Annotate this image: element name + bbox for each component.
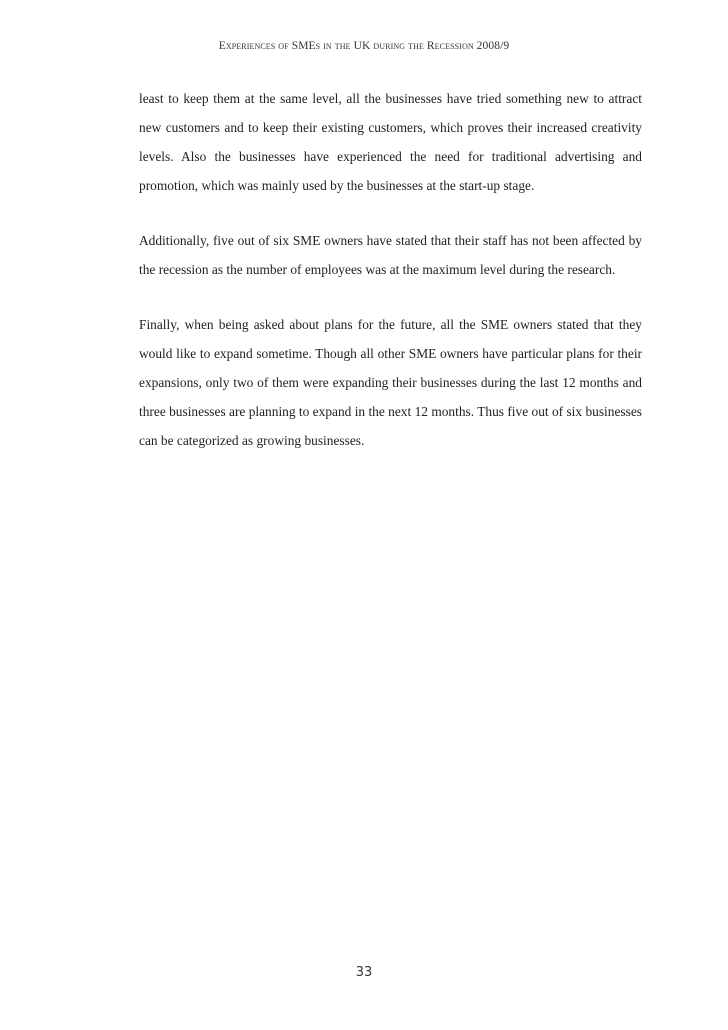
paragraph-future-plans: Finally, when being asked about plans for the future, all the SME owners stated that they would like to expand sometime. Though all other SME owners have particular plans for their expansions, only two of them were expanding their businesses during the last 12 months and three businesses are planning to expand in the next 12 months. Thus five out of six businesses can be categorized as growing businesses.	[139, 317, 642, 448]
paragraph-staff: Additionally, five out of six SME owners have stated that their staff has not been affected by the recession as the number of employees was at the maximum level during the research.	[139, 233, 642, 277]
body-text	[139, 84, 642, 481]
page-number: 33	[355, 965, 373, 980]
paragraph-marketing: least to keep them at the same level, all the businesses have tried something new to attract new customers and to keep their existing customers, which proves their increased creativity levels. Also the businesses have experienced the need for traditional advertising and promotion, which was mainly used by the businesses at the start-up stage.	[139, 91, 642, 193]
running-header: Experiences of SMEs in the UK during the Recession 2008/9	[218, 40, 510, 52]
